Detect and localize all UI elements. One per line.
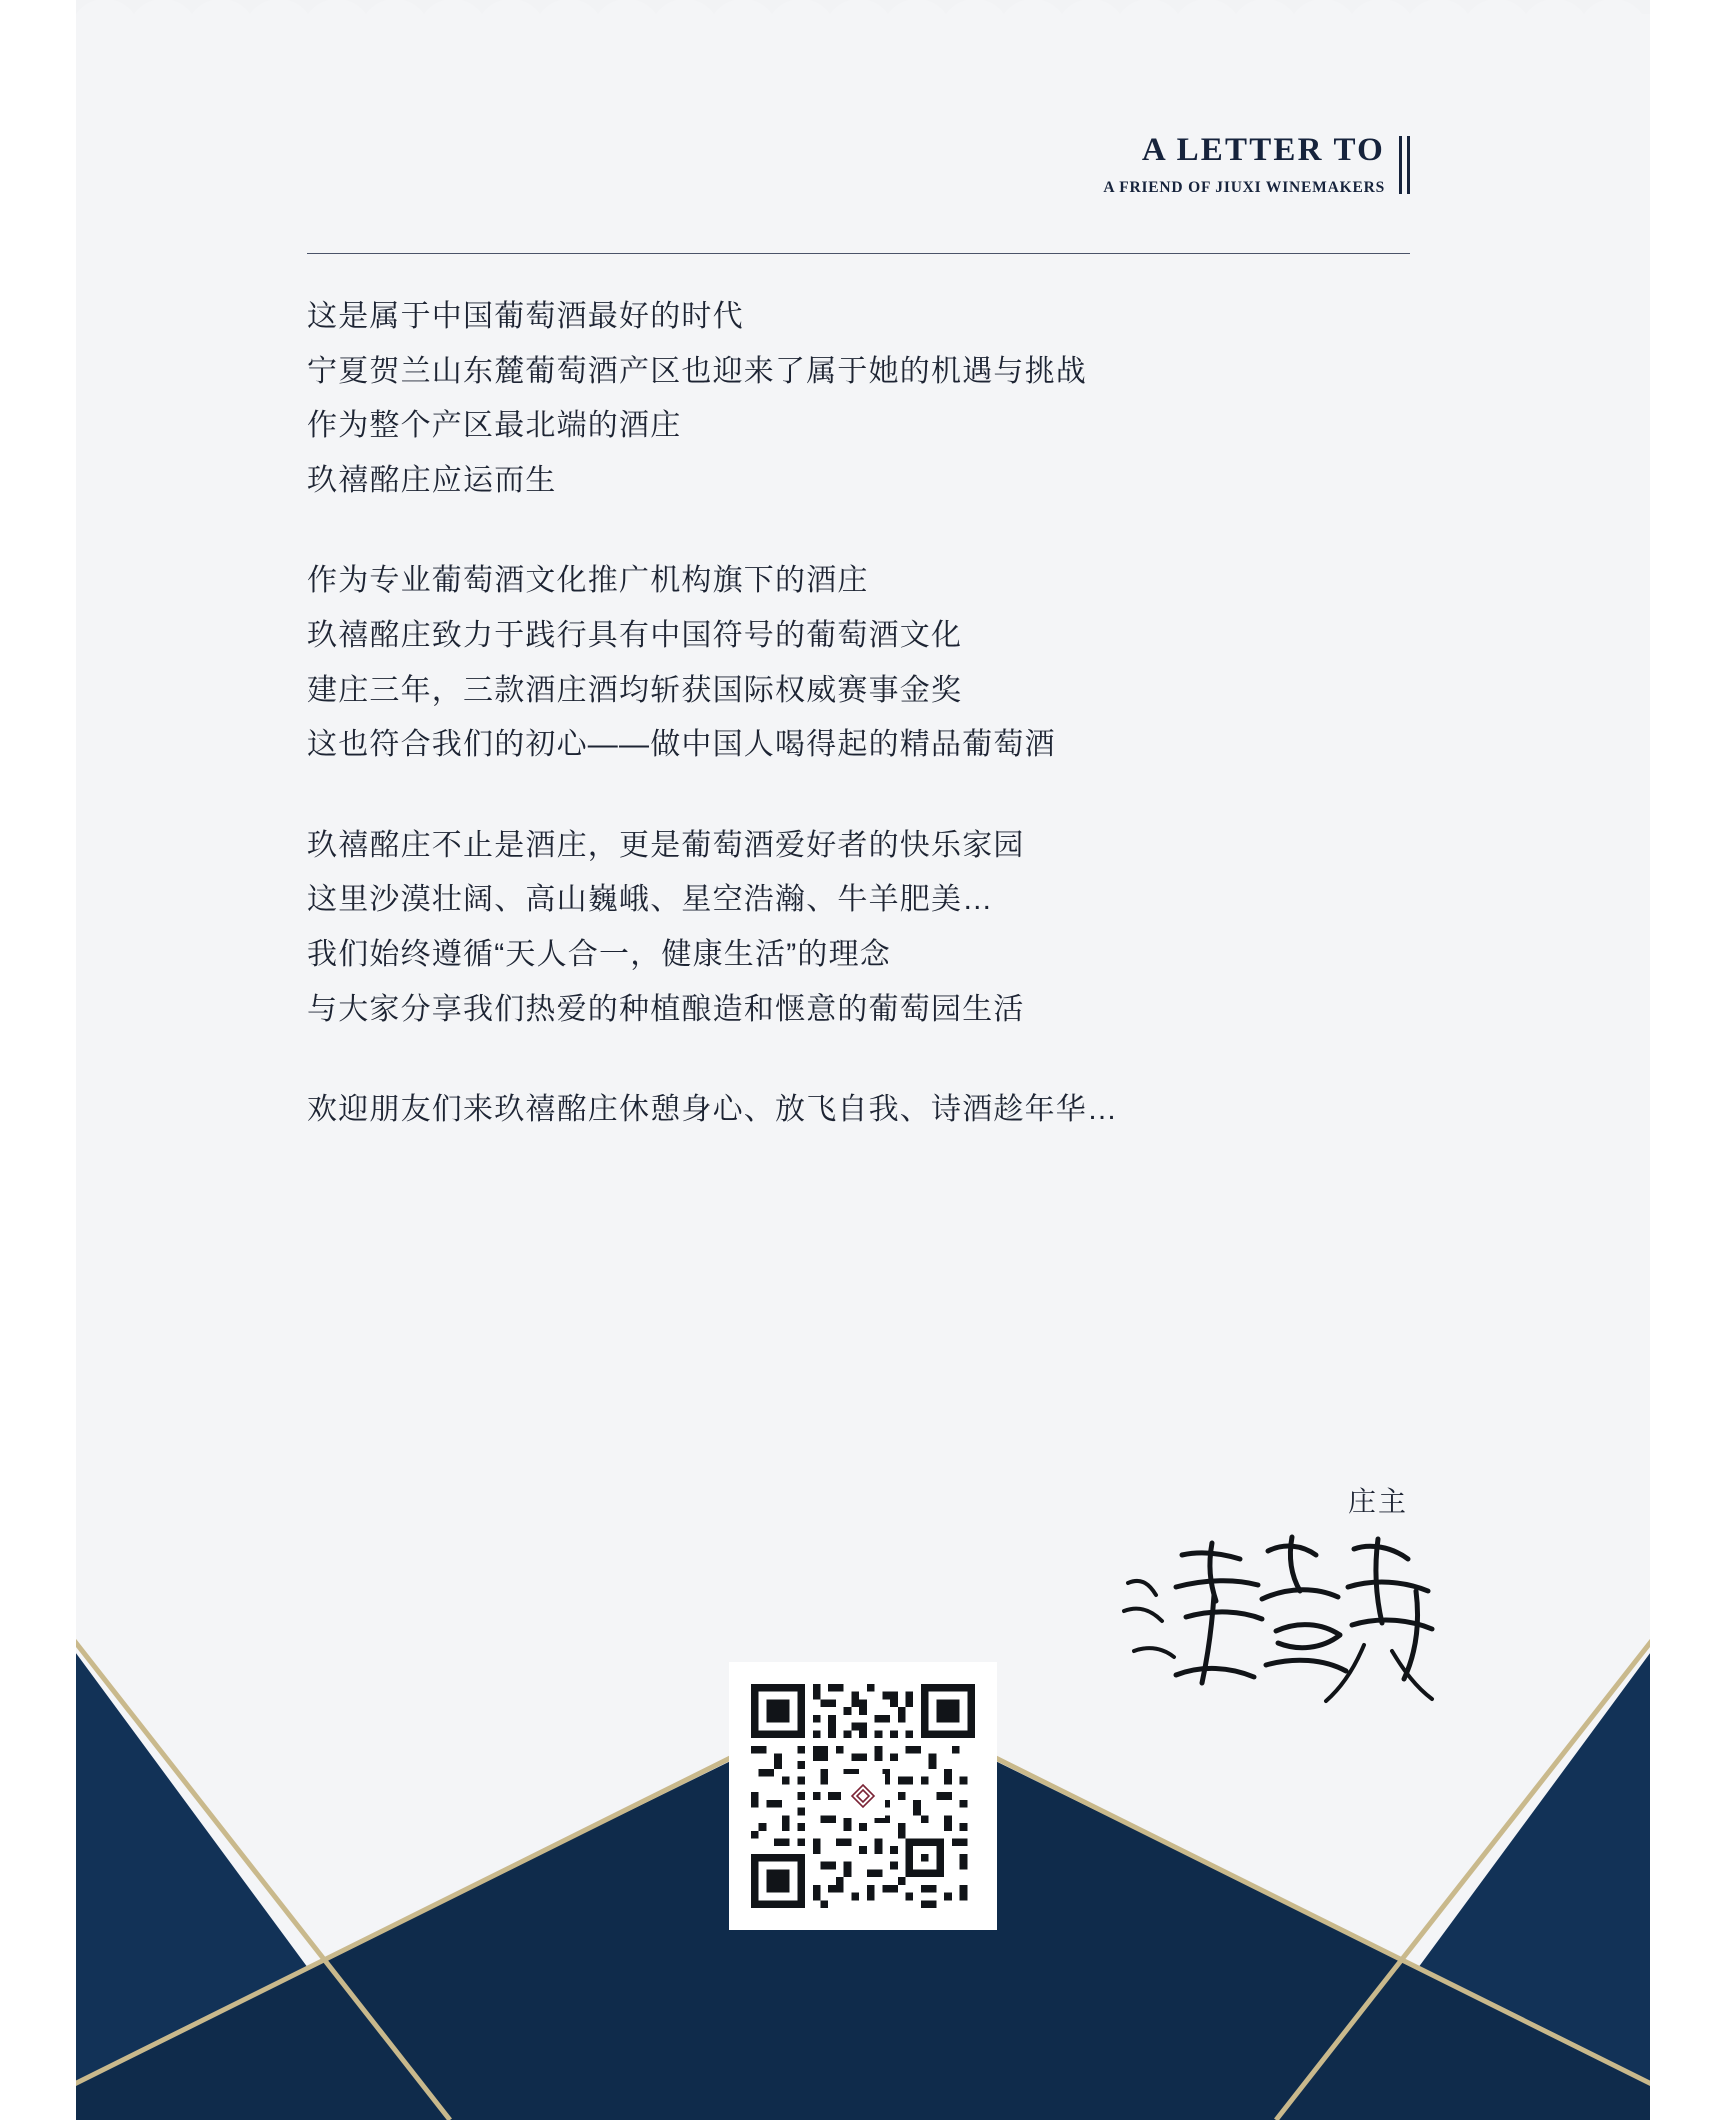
body-line: 我们始终遵循“天人合一，健康生活”的理念 — [307, 937, 891, 971]
paragraph-3 — [307, 819, 1427, 1037]
body-line: 这里沙漠壮阔、高山巍峨、星空浩瀚、牛羊肥美… — [307, 883, 994, 917]
body-line: 这也符合我们的初心——做中国人喝得起的精品葡萄酒 — [307, 728, 1056, 762]
handwritten-signature — [1116, 1525, 1446, 1715]
double-bar-ornament-icon — [1399, 136, 1410, 194]
diamond-emblem-icon — [841, 1774, 885, 1818]
paragraph-1 — [307, 290, 1427, 508]
body-line: 玖禧酩庄不止是酒庄，更是葡萄酒爱好者的快乐家园 — [307, 828, 1025, 862]
body-line: 这是属于中国葡萄酒最好的时代 — [307, 300, 744, 333]
page-title: A LETTER TO — [1141, 132, 1385, 168]
scalloped-top-edge — [76, 0, 1650, 42]
qr-code-card[interactable] — [729, 1662, 997, 1930]
body-line: 玖禧酩庄致力于践行具有中国符号的葡萄酒文化 — [307, 618, 963, 652]
paragraph-4 — [307, 1083, 1427, 1138]
body-line: 与大家分享我们热爱的种植酿造和惬意的葡萄园生活 — [307, 992, 1025, 1026]
letter-body — [307, 290, 1427, 1138]
paragraph-2 — [307, 554, 1427, 772]
body-line: 欢迎朋友们来玖禧酩庄休憩身心、放飞自我、诗酒趁年华… — [307, 1093, 1119, 1127]
page-subtitle: A FRIEND OF JIUXI WINEMAKERS — [1103, 178, 1385, 196]
signature-label: 庄主 — [1347, 1486, 1408, 1517]
page-margin-right — [1650, 0, 1726, 2120]
body-line: 宁夏贺兰山东麓葡萄酒产区也迎来了属于她的机遇与挑战 — [307, 354, 1087, 388]
body-line: 作为专业葡萄酒文化推广机构旗下的酒庄 — [307, 564, 869, 598]
header-divider — [307, 253, 1410, 254]
body-line: 作为整个产区最北端的酒庄 — [307, 409, 682, 443]
body-line: 建庄三年，三款酒庄酒均斩获国际权威赛事金奖 — [307, 673, 963, 707]
body-line: 玖禧酩庄应运而生 — [307, 463, 557, 497]
page-margin-left — [0, 0, 76, 2120]
